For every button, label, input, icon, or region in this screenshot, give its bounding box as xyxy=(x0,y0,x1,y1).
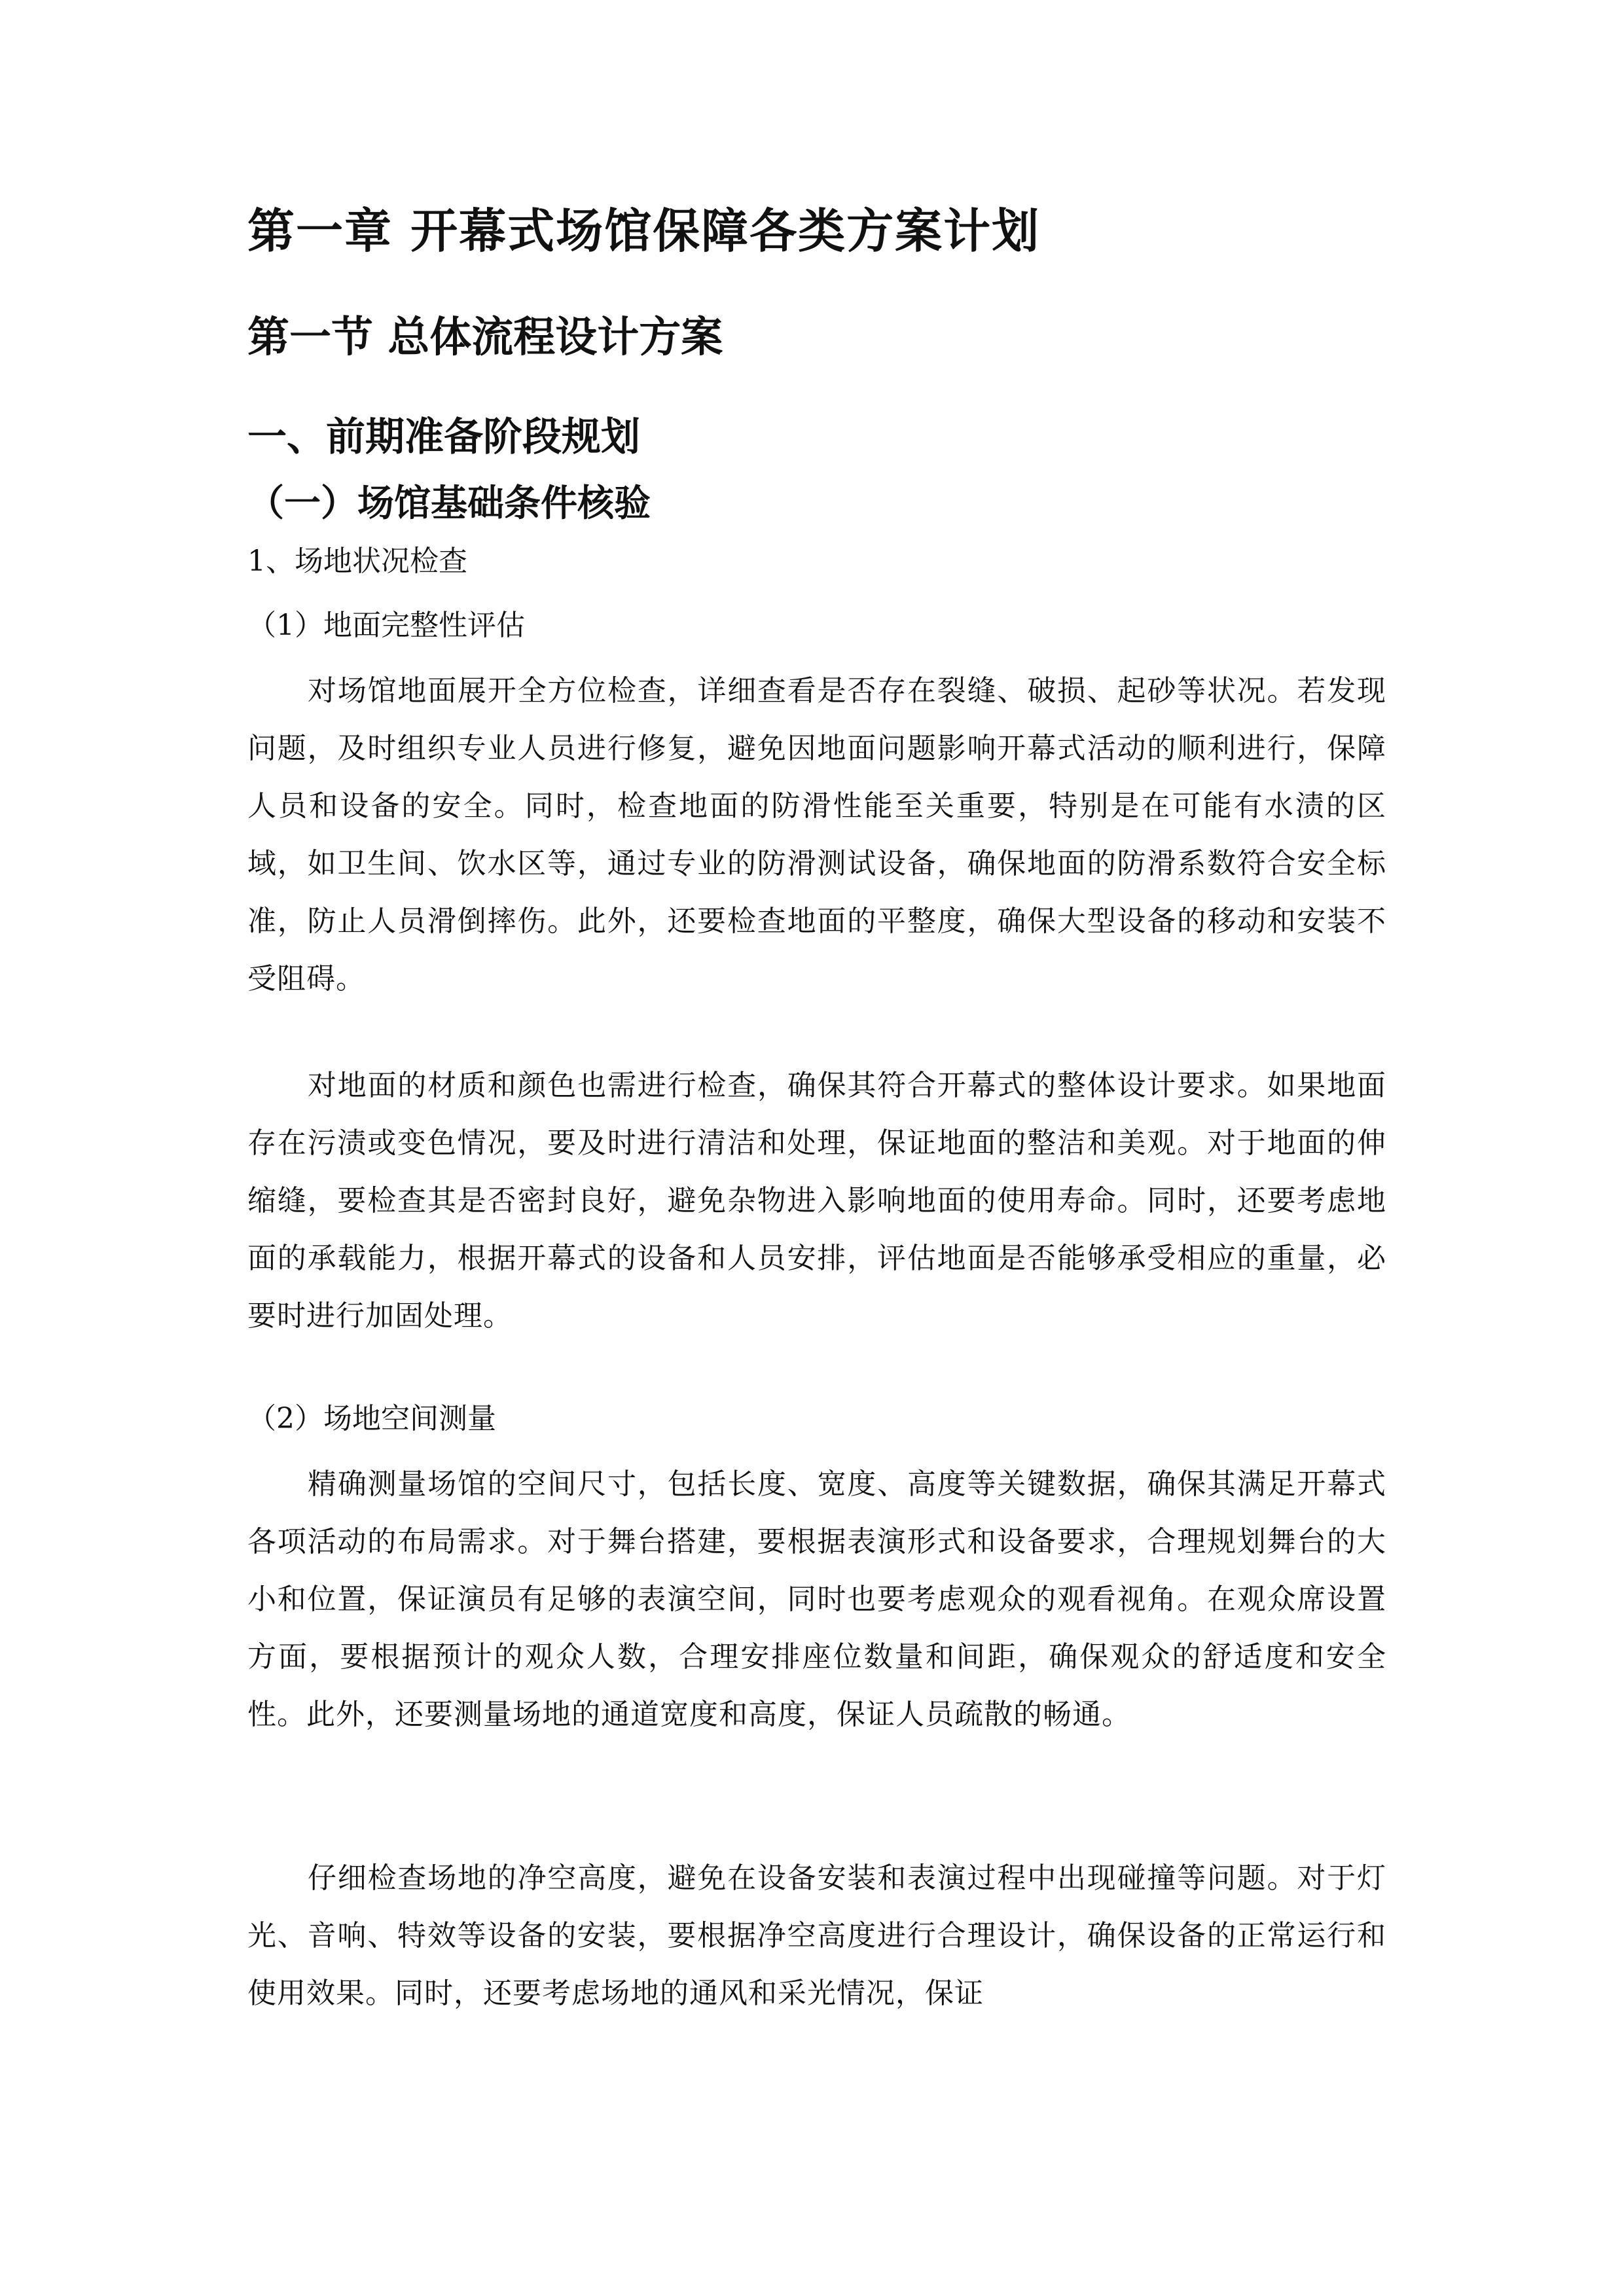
heading-floor-assessment: （1）地面完整性评估 xyxy=(247,609,525,642)
heading-site-inspection: 1、场地状况检查 xyxy=(247,545,467,578)
document-page xyxy=(247,0,1390,2296)
paragraph-floor-1: 对场馆地面展开全方位检查，详细查看是否存在裂缝、破损、起砂等状况。若发现问题，及时组织专业人员进行修复，避免因地面问题影响开幕式活动的顺利进行，保障人员和设备的安全。同时，检查地面的防滑性能至关重要，特别是在可能有水渍的区域，如卫生间、饮水区等，通过专业的防滑测试设备，确保地面的防滑系数符合安全标准，防止人员滑倒摔伤。此外，还要检查地面的平整度，确保大型设备的移动和安装不受阻碍。 xyxy=(247,674,1386,996)
section-title: 第一节 总体流程设计方案 xyxy=(247,314,723,362)
heading-space-measurement: （2）场地空间测量 xyxy=(247,1402,496,1435)
chapter-title: 第一章 开幕式场馆保障各类方案计划 xyxy=(247,204,1041,259)
heading-venue-verification: （一）场馆基础条件核验 xyxy=(247,482,651,525)
subsection-title: 一、前期准备阶段规划 xyxy=(247,414,640,460)
paragraph-floor-2: 对地面的材质和颜色也需进行检查，确保其符合开幕式的整体设计要求。如果地面存在污渍或变色情况，要及时进行清洁和处理，保证地面的整洁和美观。对于地面的伸缩缝，要检查其是否密封良好，避免杂物进入影响地面的使用寿命。同时，还要考虑地面的承载能力，根据开幕式的设备和人员安排，评估地面是否能够承受相应的重量，必要时进行加固处理。 xyxy=(247,1069,1386,1333)
paragraph-space-1: 精确测量场馆的空间尺寸，包括长度、宽度、高度等关键数据，确保其满足开幕式各项活动的布局需求。对于舞台搭建，要根据表演形式和设备要求，合理规划舞台的大小和位置，保证演员有足够的表演空间，同时也要考虑观众的观看视角。在观众席设置方面，要根据预计的观众人数，合理安排座位数量和间距，确保观众的舒适度和安全性。此外，还要测量场地的通道宽度和高度，保证人员疏散的畅通。 xyxy=(247,1467,1386,1731)
paragraph-space-2: 仔细检查场地的净空高度，避免在设备安装和表演过程中出现碰撞等问题。对于灯光、音响、特效等设备的安装，要根据净空高度进行合理设计，确保设备的正常运行和使用效果。同时，还要考虑场地的通风和采光情况，保证 xyxy=(247,1861,1386,2010)
